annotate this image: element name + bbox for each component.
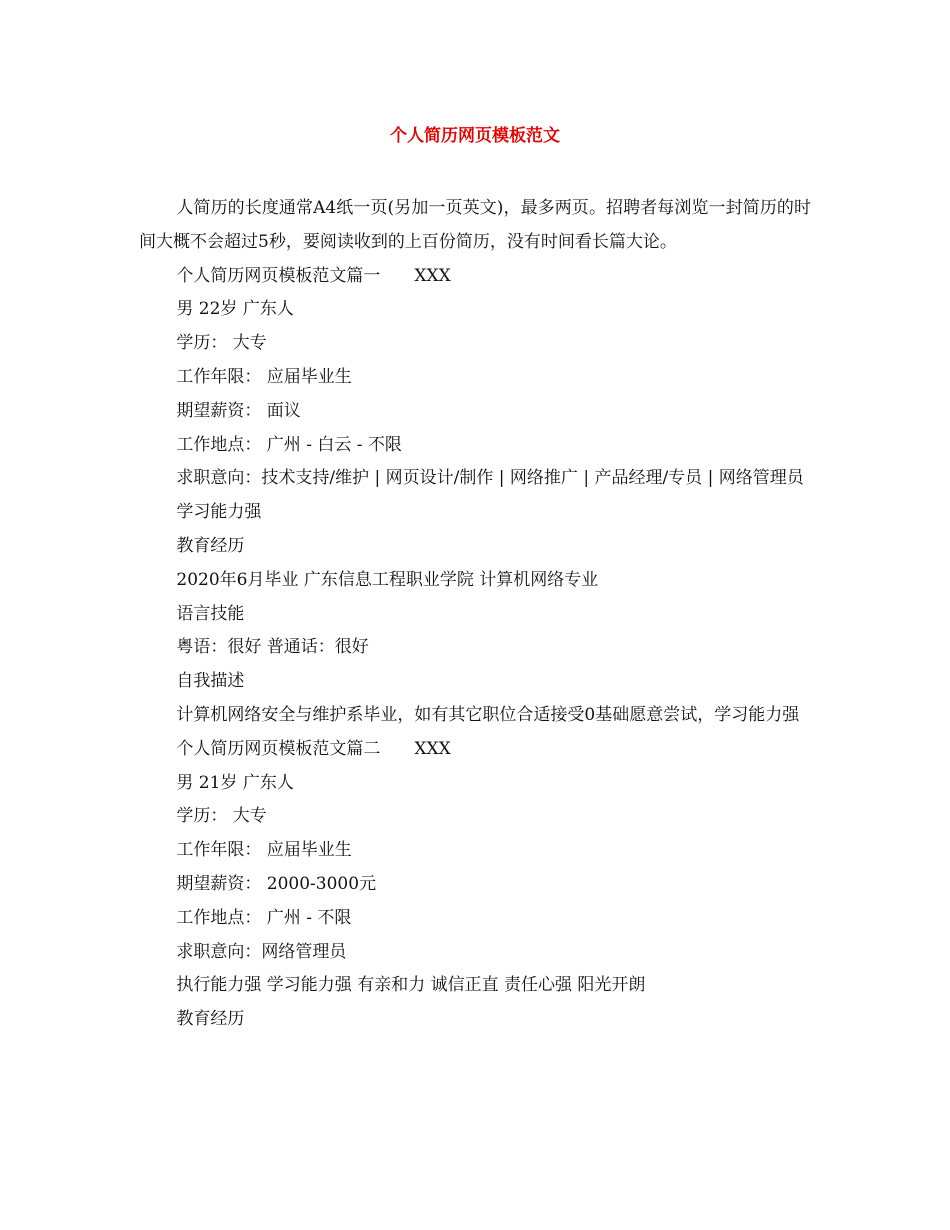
intro-paragraph: 人简历的长度通常A4纸一页(另加一页英文)，最多两页。招聘者每浏览一封简历的时间大概不会超过5秒，要阅读收到的上百份简历，没有时间看长篇大论。	[139, 198, 811, 252]
resume1-self-heading: 自我描述	[176, 671, 245, 692]
resume1-salary: 期望薪资： 面议	[176, 400, 301, 421]
resume2-salary: 期望薪资： 2000-3000元	[176, 873, 377, 894]
resume1-name: XXX	[414, 265, 451, 286]
resume1-edu-detail: 2020年6月毕业 广东信息工程职业学院 计算机网络专业	[176, 569, 599, 590]
resume1-trait: 学习能力强	[176, 502, 262, 523]
document-title: 个人简历网页模板范文	[390, 126, 560, 146]
resume1-education-level: 学历： 大专	[176, 333, 267, 354]
resume2-location: 工作地点： 广州 - 不限	[176, 907, 352, 928]
resume1-intention: 求职意向：技术支持/维护 | 网页设计/制作 | 网络推广 | 产品经理/专员 | 网络管理员	[176, 468, 804, 489]
resume1-basic: 男 22岁 广东人	[176, 299, 294, 320]
resume1-edu-heading: 教育经历	[176, 535, 245, 556]
resume1-heading: 个人简历网页模板范文篇一	[176, 265, 381, 286]
resume1-location: 工作地点： 广州 - 白云 - 不限	[176, 434, 402, 455]
resume1-self-detail: 计算机网络安全与维护系毕业，如有其它职位合适接受0基础愿意尝试，学习能力强	[176, 704, 800, 725]
resume2-name: XXX	[414, 738, 451, 759]
resume2-traits: 执行能力强 学习能力强 有亲和力 诚信正直 责任心强 阳光开朗	[176, 975, 646, 996]
resume2-intention: 求职意向：网络管理员	[176, 941, 347, 962]
resume2-heading-line	[139, 733, 811, 767]
resume1-heading-line	[139, 260, 811, 294]
resume2-heading: 个人简历网页模板范文篇二	[176, 738, 381, 759]
resume1-lang-detail: 粤语：很好 普通话：很好	[176, 637, 369, 658]
resume2-work-years: 工作年限： 应届毕业生	[176, 840, 352, 861]
resume1-work-years: 工作年限： 应届毕业生	[176, 366, 352, 387]
resume2-education-level: 学历： 大专	[176, 806, 267, 827]
resume2-basic: 男 21岁 广东人	[176, 772, 294, 793]
document-body	[139, 192, 811, 1037]
resume2-edu-heading: 教育经历	[176, 1009, 245, 1030]
resume1-lang-heading: 语言技能	[176, 603, 245, 624]
